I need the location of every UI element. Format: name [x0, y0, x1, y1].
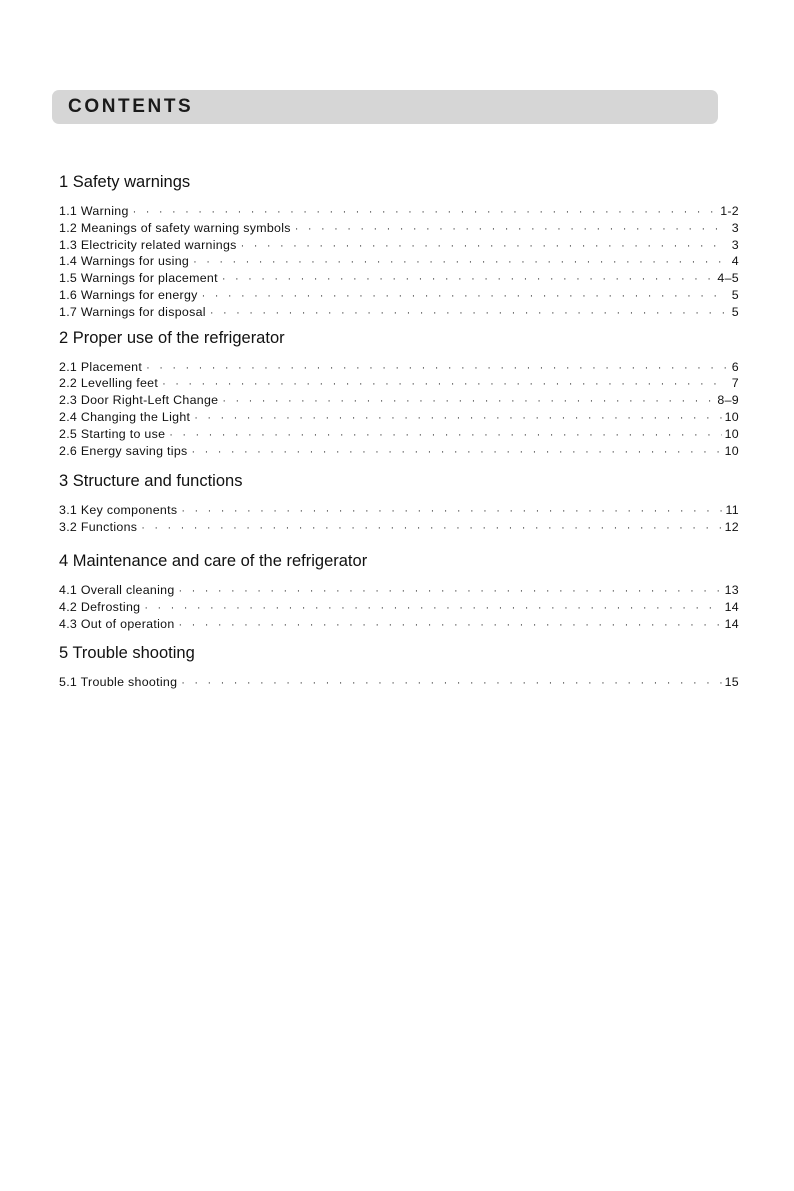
dot-leader: [179, 582, 722, 600]
dot-leader: [241, 237, 726, 255]
entry-label: 1.5 Warnings for placement: [59, 271, 218, 286]
entry-label: 1.4 Warnings for using: [59, 254, 190, 269]
entry-label: 4.3 Out of operation: [59, 616, 175, 631]
entry-label: 2.5 Starting to use: [59, 426, 166, 441]
entry-label: 1.6 Warnings for energy: [59, 287, 198, 302]
contents-banner: [52, 90, 718, 124]
entry-page: 1-2: [720, 204, 739, 218]
entry-label: 2.4 Changing the Light: [59, 409, 191, 424]
entry-page: 10: [724, 426, 739, 441]
toc-entry[interactable]: [59, 502, 739, 519]
toc-entry[interactable]: [59, 203, 739, 220]
toc-entry[interactable]: [59, 674, 739, 691]
entry-page: 3: [731, 237, 739, 252]
toc-entry[interactable]: [59, 359, 739, 376]
entry-label: 2.3 Door Right-Left Change: [59, 393, 219, 408]
entry-page: 14: [724, 599, 739, 614]
entry-page: 13: [724, 582, 739, 597]
dot-leader: [181, 674, 721, 692]
entry-page: 5: [731, 304, 739, 319]
toc-section-4: [59, 549, 739, 632]
dot-leader: [193, 253, 726, 271]
toc-entry[interactable]: [59, 519, 739, 536]
entry-label: 5.1 Trouble shooting: [59, 675, 178, 690]
toc-section-3: [59, 469, 739, 536]
section-title: 4 Maintenance and care of the refrigerator: [59, 551, 368, 570]
section-title: 1 Safety warnings: [59, 173, 191, 191]
dot-leader: [194, 409, 721, 427]
dot-leader: [210, 304, 726, 322]
toc-entry[interactable]: [59, 375, 739, 392]
entry-label: 2.1 Placement: [59, 359, 143, 374]
entry-page: 5: [731, 287, 739, 302]
toc-entry[interactable]: [59, 392, 739, 409]
dot-leader: [146, 359, 726, 377]
entry-label: 1.2 Meanings of safety warning symbols: [59, 220, 291, 235]
entry-page: 6: [731, 359, 739, 374]
toc-section-2: [59, 326, 739, 460]
entry-label: 3.1 Key components: [59, 503, 178, 518]
dot-leader: [144, 599, 721, 617]
entry-label: 1.1 Warning: [59, 204, 129, 218]
entry-page: 7: [731, 376, 739, 391]
dot-leader: [222, 392, 714, 410]
entry-page: 3: [731, 220, 739, 235]
page-title: CONTENTS: [68, 96, 194, 117]
toc-entry[interactable]: [59, 443, 739, 460]
entry-page: 4–5: [717, 271, 739, 286]
entry-page: 15: [724, 675, 739, 690]
entry-page: 11: [725, 503, 739, 518]
dot-leader: [222, 270, 715, 288]
toc-entry[interactable]: [59, 237, 739, 254]
toc-entry[interactable]: [59, 409, 739, 426]
toc-entry[interactable]: [59, 426, 739, 443]
section-title: 2 Proper use of the refrigerator: [59, 328, 285, 347]
toc-entry[interactable]: [59, 304, 739, 321]
entry-page: 4: [731, 254, 739, 269]
toc-entry[interactable]: [59, 582, 739, 599]
dot-leader: [202, 287, 726, 305]
entry-page: 8–9: [717, 393, 739, 408]
entry-page: 12: [724, 520, 739, 535]
dot-leader: [133, 203, 718, 221]
entry-page: 10: [724, 409, 739, 424]
dot-leader: [192, 443, 722, 461]
entry-page: 10: [724, 443, 739, 458]
toc-entry[interactable]: [59, 599, 739, 616]
section-title: 5 Trouble shooting: [59, 644, 195, 663]
toc-entry[interactable]: [59, 287, 739, 304]
entry-label: 2.6 Energy saving tips: [59, 443, 188, 458]
dot-leader: [181, 502, 722, 520]
entry-label: 1.3 Electricity related warnings: [59, 237, 237, 252]
toc-section-5: [59, 641, 739, 691]
dot-leader: [162, 375, 726, 393]
toc-section-1: [59, 170, 739, 321]
dot-leader: [179, 616, 722, 634]
entry-label: 2.2 Levelling feet: [59, 376, 159, 391]
toc-entry[interactable]: [59, 253, 739, 270]
dot-leader: [169, 426, 721, 444]
dot-leader: [295, 220, 726, 238]
entry-label: 4.1 Overall cleaning: [59, 582, 175, 597]
toc-entry[interactable]: [59, 270, 739, 287]
table-of-contents: [59, 170, 739, 691]
dot-leader: [141, 519, 721, 537]
entry-label: 4.2 Defrosting: [59, 599, 141, 614]
entry-page: 14: [724, 616, 739, 631]
toc-entry[interactable]: [59, 220, 739, 237]
entry-label: 3.2 Functions: [59, 520, 138, 535]
entry-label: 1.7 Warnings for disposal: [59, 304, 206, 319]
section-title: 3 Structure and functions: [59, 472, 243, 491]
toc-entry[interactable]: [59, 616, 739, 633]
